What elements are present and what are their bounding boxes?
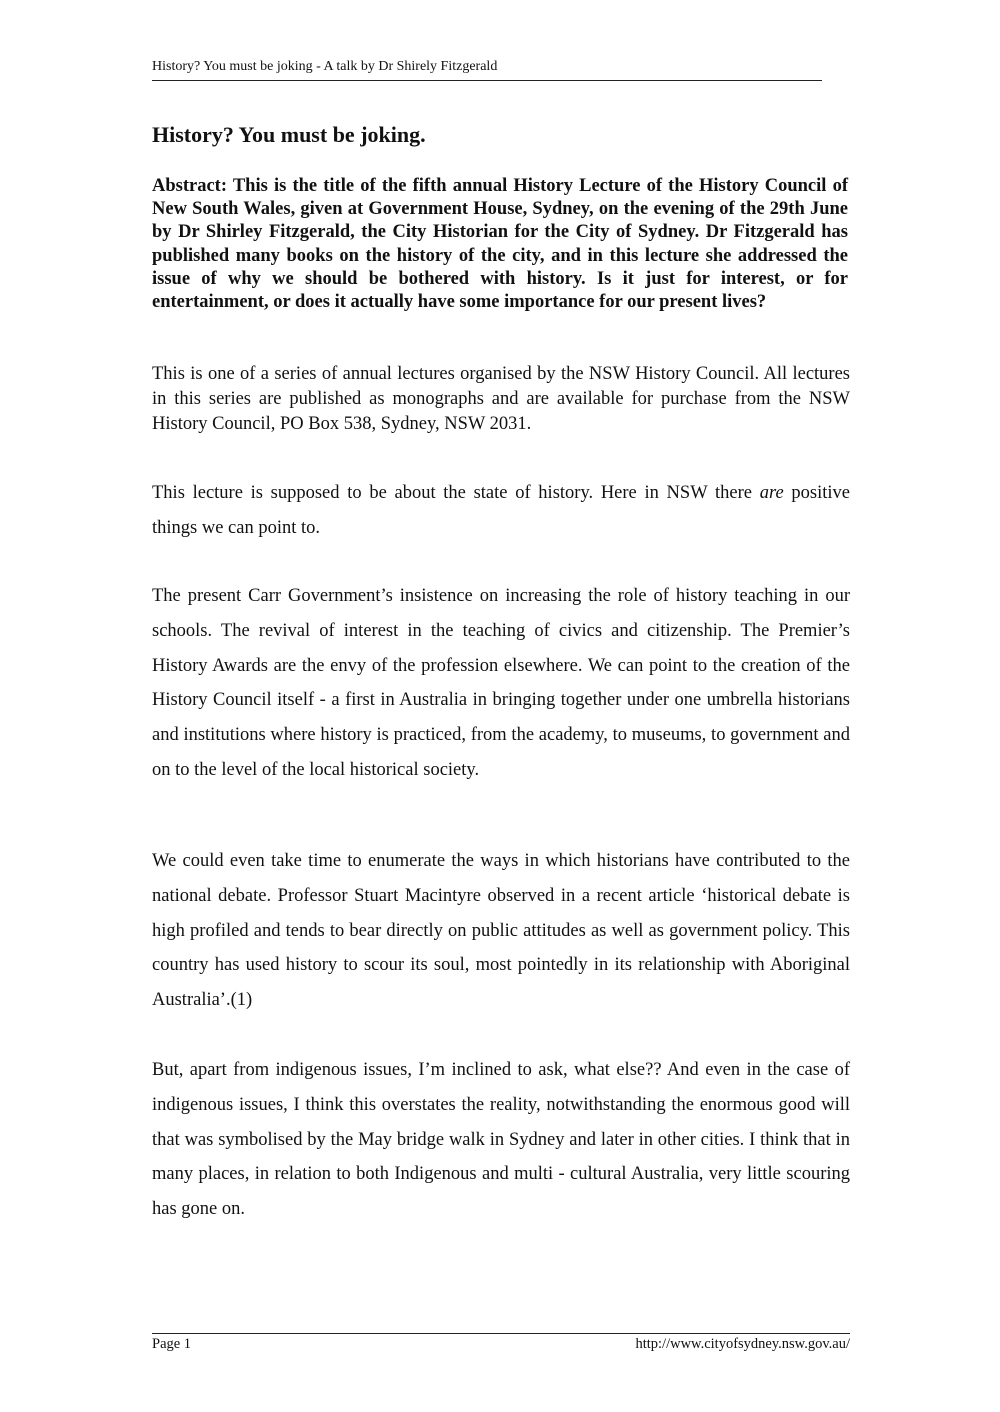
footer-url-link[interactable]: http://www.cityofsydney.nsw.gov.au/ (635, 1336, 850, 1352)
body-paragraph-4: But, apart from indigenous issues, I’m inclined to ask, what else?? And even in the case of indigenous issues, I think this overstates the reality, notwithstanding the enormous good will that was symbolised by the May bridge walk in Sydney and later in other cities. I think that in many places, in relation to both Indigenous and multi - cultural Australia, very little scouring has gone on. (152, 1060, 850, 1220)
page-footer (152, 1333, 850, 1354)
body-paragraph-1 (152, 476, 850, 546)
body-paragraph-1-emphasis: are (759, 483, 784, 503)
body-paragraph-2: The present Carr Government’s insistence on increasing the role of history teaching in our schools. The revival of interest in the teaching of civics and citizenship. The Premier’s History Awards are the envy of the profession elsewhere. We can point to the creation of the History Council itself - a first in Australia in bringing together under one umbrella historians and institutions where history is practiced, from the academy, to museums, to government and on to the level of the local historical society. (152, 586, 850, 780)
running-header (152, 58, 822, 81)
page-number: Page 1 (152, 1336, 192, 1352)
series-note-paragraph: This is one of a series of annual lectures organised by the NSW History Council. All lectures in this series are published as monographs and are available for purchase from the NSW History Council, PO Box 538, Sydney, NSW 2031. (152, 364, 850, 434)
abstract-paragraph: Abstract: This is the title of the fifth annual History Lecture of the History Council of New South Wales, given at Government House, Sydney, on the evening of the 29th June by Dr Shirley Fitzgerald, the City Historian for the City of Sydney. Dr Fitzgerald has published many books on the history of the city, and in this lecture she addressed the issue of why we should be bothered with history. Is it just for interest, or for entertainment, or does it actually have some importance for our present lives? (152, 176, 848, 313)
running-header-title: History? You must be joking - A talk by Dr Shirely Fitzgerald (152, 59, 498, 74)
body-paragraph-1-text-b: positive things we can point to. (152, 483, 850, 538)
document-title: History? You must be joking. (152, 122, 426, 147)
body-paragraph-3: We could even take time to enumerate the ways in which historians have contributed to the national debate. Professor Stuart Macintyre observed in a recent article ‘historical debate is high profiled and tends to bear directly on public attitudes as well as government policy. This country has used history to scour its soul, most pointedly in its relationship with Aboriginal Australia’.(1) (152, 851, 850, 1011)
body-paragraph-1-text-a: This lecture is supposed to be about the state of history. Here in NSW there (152, 483, 760, 503)
